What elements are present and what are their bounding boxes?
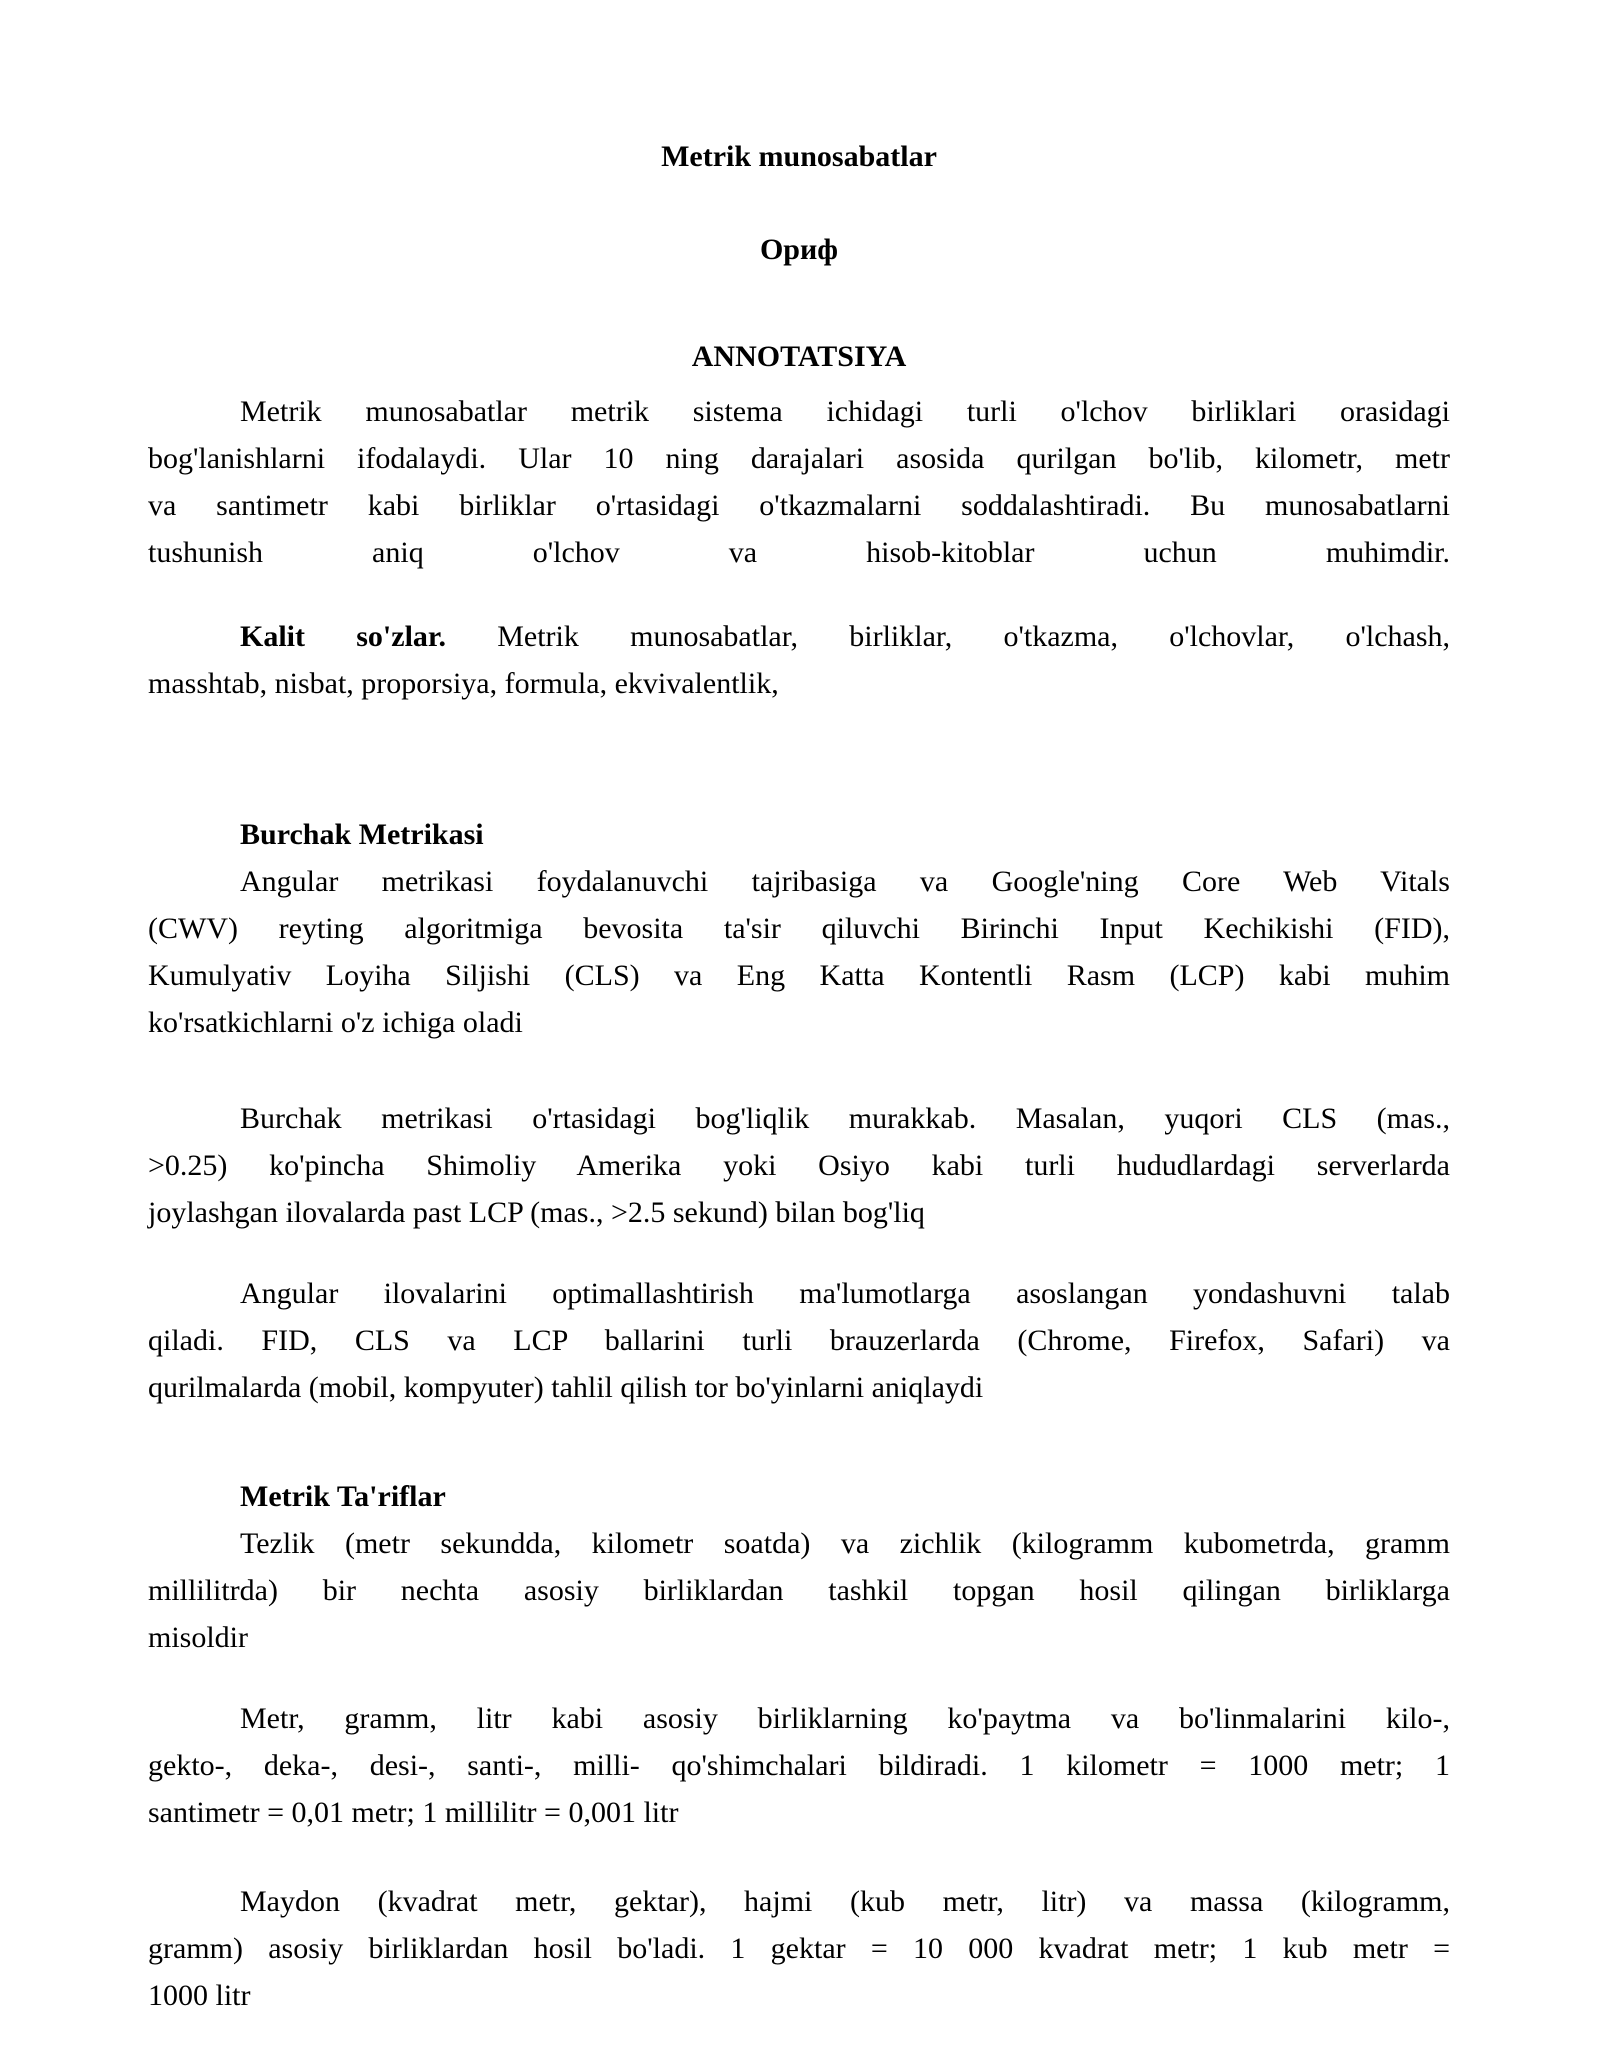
text-run: joylashgan ilovalarda past LCP (mas., >2.5 sekund) bilan bog'liq <box>148 1196 925 1229</box>
text-run: misoldir <box>148 1621 249 1654</box>
tariflar-paragraph-3-line-3 <box>148 1972 1450 2019</box>
burchak-paragraph-1 <box>148 858 1450 1046</box>
text-run: >0.25) ko'pincha Shimoliy Amerika yoki Osiyo kabi turli hududlardagi serverlarda <box>148 1149 1450 1182</box>
burchak-paragraph-1-line-4 <box>148 999 1450 1046</box>
burchak-paragraph-1-line-3 <box>148 952 1450 999</box>
text-run: tushunish aniq o'lchov va hisob-kitoblar uchun muhimdir. <box>148 536 1450 569</box>
tariflar-paragraph-1 <box>148 1520 1450 1661</box>
tariflar-paragraph-3-line-2 <box>148 1925 1450 1972</box>
annotation-paragraph-line-4 <box>148 529 1450 576</box>
document-content <box>148 133 1450 2019</box>
burchak-paragraph-3-line-1 <box>148 1270 1450 1317</box>
text-run: Metr, gramm, litr kabi asosiy birliklarning ko'paytma va bo'linmalarini kilo-, <box>240 1702 1450 1735</box>
annotation-paragraph-line-2 <box>148 435 1450 482</box>
tariflar-paragraph-2-line-1 <box>148 1695 1450 1742</box>
text-run: 1000 litr <box>148 1979 251 2012</box>
burchak-paragraph-1-line-2 <box>148 905 1450 952</box>
tariflar-paragraph-2 <box>148 1695 1450 1836</box>
text-run: va santimetr kabi birliklar o'rtasidagi o'tkazmalarni soddalashtiradi. Bu munosabatlarni <box>148 489 1450 522</box>
text-run: Metrik munosabatlar, birliklar, o'tkazma, o'lchovlar, o'lchash, <box>445 620 1451 653</box>
burchak-paragraph-3-line-2 <box>148 1317 1450 1364</box>
section-heading-metrik-tariflar: Metrik Ta'riflar <box>240 1480 446 1513</box>
annotation-paragraph-line-1 <box>148 388 1450 435</box>
annotation-paragraph-line-3 <box>148 482 1450 529</box>
text-run: qurilmalarda (mobil, kompyuter) tahlil qilish tor bo'yinlarni aniqlaydi <box>148 1371 984 1404</box>
burchak-paragraph-1-line-1 <box>148 858 1450 905</box>
burchak-paragraph-2-line-1 <box>148 1095 1450 1142</box>
burchak-paragraph-2-line-3 <box>148 1189 1450 1236</box>
section-heading-burchak-metrikasi: Burchak Metrikasi <box>240 818 484 851</box>
text-run: gekto-, deka-, desi-, santi-, milli- qo'shimchalari bildiradi. 1 kilometr = 1000 metr; 1 <box>148 1749 1450 1782</box>
burchak-paragraph-2-line-2 <box>148 1142 1450 1189</box>
keywords-paragraph-line-2 <box>148 660 1450 707</box>
text-run: Burchak metrikasi o'rtasidagi bog'liqlik murakkab. Masalan, yuqori CLS (mas., <box>240 1102 1450 1135</box>
annotation-heading: ANNOTATSIYA <box>691 340 907 373</box>
burchak-paragraph-3-line-3 <box>148 1364 1450 1411</box>
author-name: Ориф <box>759 233 839 266</box>
text-run: gramm) asosiy birliklardan hosil bo'ladi. 1 gektar = 10 000 kvadrat metr; 1 kub metr = <box>148 1932 1450 1965</box>
annotation-paragraph <box>148 388 1450 576</box>
text-run: Kumulyativ Loyiha Siljishi (CLS) va Eng Katta Kontentli Rasm (LCP) kabi muhim <box>148 959 1450 992</box>
keywords-paragraph-line-1 <box>148 613 1450 660</box>
bold-text-run: Kalit so'zlar. <box>240 620 446 653</box>
text-run: Angular ilovalarini optimallashtirish ma'lumotlarga asoslangan yondashuvni talab <box>240 1277 1450 1310</box>
text-run: Angular metrikasi foydalanuvchi tajribasiga va Google'ning Core Web Vitals <box>240 865 1450 898</box>
tariflar-paragraph-1-line-2 <box>148 1567 1450 1614</box>
tariflar-paragraph-1-line-3 <box>148 1614 1450 1661</box>
keywords-paragraph <box>148 613 1450 707</box>
text-run: ko'rsatkichlarni o'z ichiga oladi <box>148 1006 523 1039</box>
burchak-paragraph-3 <box>148 1270 1450 1411</box>
text-run: santimetr = 0,01 metr; 1 millilitr = 0,001 litr <box>148 1796 679 1829</box>
tariflar-paragraph-3-line-1 <box>148 1878 1450 1925</box>
text-run: qiladi. FID, CLS va LCP ballarini turli brauzerlarda (Chrome, Firefox, Safari) va <box>148 1324 1450 1357</box>
tariflar-paragraph-1-line-1 <box>148 1520 1450 1567</box>
text-run: bog'lanishlarni ifodalaydi. Ular 10 ning darajalari asosida qurilgan bo'lib, kilometr, metr <box>148 442 1450 475</box>
text-run: masshtab, nisbat, proporsiya, formula, ekvivalentlik, <box>148 667 779 700</box>
tariflar-paragraph-3 <box>148 1878 1450 2019</box>
text-run: (CWV) reyting algoritmiga bevosita ta'sir qiluvchi Birinchi Input Kechikishi (FID), <box>148 912 1450 945</box>
tariflar-paragraph-2-line-2 <box>148 1742 1450 1789</box>
text-run: Tezlik (metr sekundda, kilometr soatda) va zichlik (kilogramm kubometrda, gramm <box>240 1527 1450 1560</box>
text-run: Metrik munosabatlar metrik sistema ichidagi turli o'lchov birliklari orasidagi <box>240 395 1450 428</box>
tariflar-paragraph-2-line-3 <box>148 1789 1450 1836</box>
burchak-paragraph-2 <box>148 1095 1450 1236</box>
document-title: Metrik munosabatlar <box>661 140 937 173</box>
text-run: millilitrda) bir nechta asosiy birliklardan tashkil topgan hosil qilingan birliklarga <box>148 1574 1450 1607</box>
text-run: Maydon (kvadrat metr, gektar), hajmi (kub metr, litr) va massa (kilogramm, <box>240 1885 1450 1918</box>
